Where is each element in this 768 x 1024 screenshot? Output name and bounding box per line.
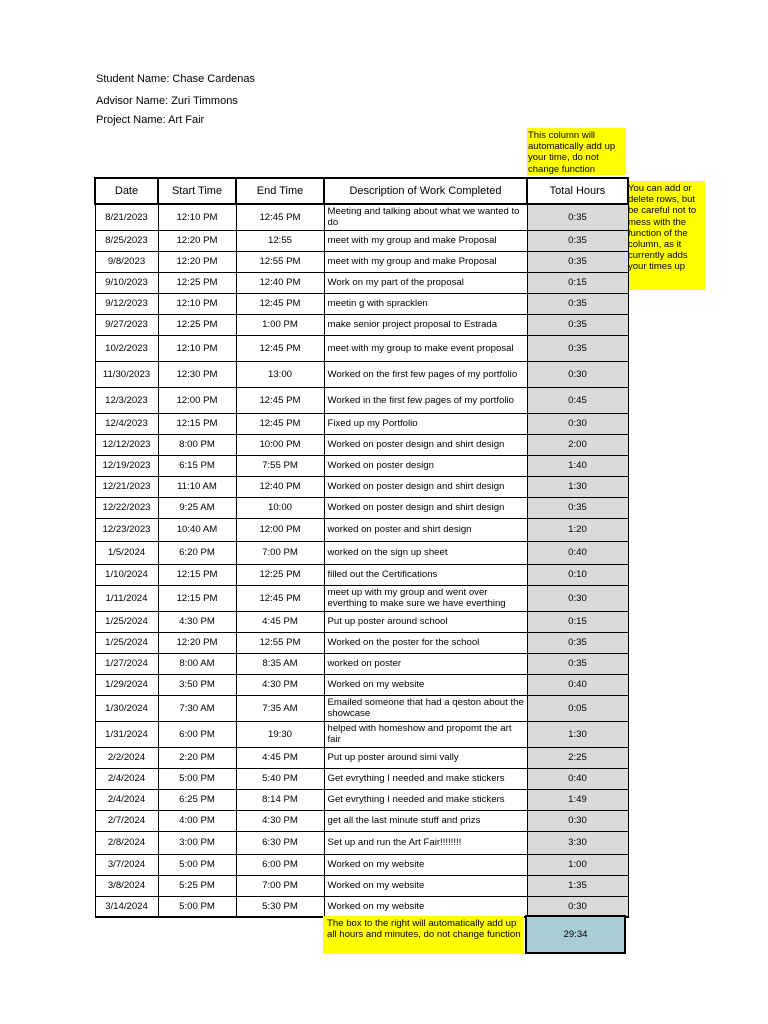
cell-start-time[interactable]: 12:20 PM bbox=[158, 251, 236, 272]
cell-start-time[interactable]: 6:25 PM bbox=[158, 789, 236, 810]
cell-total-hours[interactable]: 3:30 bbox=[527, 831, 628, 854]
cell-description[interactable]: Worked in the first few pages of my portfolio bbox=[324, 387, 527, 413]
table-row bbox=[95, 497, 628, 518]
cell-description[interactable]: Worked on poster design and shirt design bbox=[324, 434, 527, 455]
cell-description[interactable]: get all the last minute stuff and prizs bbox=[324, 810, 527, 831]
table-row bbox=[95, 541, 628, 564]
cell-date[interactable]: 1/29/2024 bbox=[95, 674, 158, 695]
cell-description[interactable]: Worked on poster design and shirt design bbox=[324, 497, 527, 518]
cell-total-hours[interactable]: 0:30 bbox=[527, 896, 628, 917]
cell-date[interactable]: 1/30/2024 bbox=[95, 695, 158, 721]
cell-description[interactable]: Worked on my website bbox=[324, 854, 527, 875]
cell-date[interactable]: 2/7/2024 bbox=[95, 810, 158, 831]
cell-total-hours[interactable]: 2:25 bbox=[527, 747, 628, 768]
cell-description[interactable]: meet up with my group and went over everthing to make sure we have everthing bbox=[324, 585, 527, 611]
table-row bbox=[95, 695, 628, 721]
cell-date[interactable]: 10/2/2023 bbox=[95, 335, 158, 361]
cell-end-time[interactable]: 8:35 AM bbox=[236, 653, 324, 674]
table-row bbox=[95, 653, 628, 674]
table-row bbox=[95, 272, 628, 293]
cell-date[interactable]: 1/11/2024 bbox=[95, 585, 158, 611]
project-name: Project Name: Art Fair bbox=[96, 114, 205, 126]
student-name: Student Name: Chase Cardenas bbox=[96, 73, 255, 85]
cell-end-time[interactable]: 12:25 PM bbox=[236, 564, 324, 585]
table-row bbox=[95, 632, 628, 653]
cell-start-time[interactable]: 6:15 PM bbox=[158, 455, 236, 476]
cell-start-time[interactable]: 9:25 AM bbox=[158, 497, 236, 518]
cell-description[interactable]: meet with my group to make event proposal bbox=[324, 335, 527, 361]
cell-description[interactable]: meetin g with spracklen bbox=[324, 293, 527, 314]
cell-start-time[interactable]: 5:00 PM bbox=[158, 896, 236, 917]
cell-end-time[interactable]: 7:55 PM bbox=[236, 455, 324, 476]
cell-date[interactable]: 3/7/2024 bbox=[95, 854, 158, 875]
cell-date[interactable]: 12/23/2023 bbox=[95, 518, 158, 541]
cell-end-time[interactable]: 19:30 bbox=[236, 721, 324, 747]
cell-end-time[interactable]: 12:55 PM bbox=[236, 251, 324, 272]
cell-description[interactable]: Worked on the first few pages of my portfolio bbox=[324, 361, 527, 387]
cell-end-time[interactable]: 12:40 PM bbox=[236, 272, 324, 293]
cell-end-time[interactable]: 4:45 PM bbox=[236, 747, 324, 768]
cell-date[interactable]: 8/21/2023 bbox=[95, 204, 158, 230]
cell-start-time[interactable]: 12:15 PM bbox=[158, 564, 236, 585]
table-row bbox=[95, 455, 628, 476]
cell-start-time[interactable]: 7:30 AM bbox=[158, 695, 236, 721]
cell-total-hours[interactable]: 0:35 bbox=[527, 251, 628, 272]
table-body bbox=[95, 204, 628, 917]
cell-start-time[interactable]: 8:00 AM bbox=[158, 653, 236, 674]
table-row bbox=[95, 204, 628, 230]
header-start-time: Start Time bbox=[158, 178, 236, 204]
cell-total-hours[interactable]: 0:30 bbox=[527, 413, 628, 434]
cell-start-time[interactable]: 8:00 PM bbox=[158, 434, 236, 455]
cell-total-hours[interactable]: 0:05 bbox=[527, 695, 628, 721]
cell-end-time[interactable]: 5:30 PM bbox=[236, 896, 324, 917]
cell-date[interactable]: 9/12/2023 bbox=[95, 293, 158, 314]
cell-start-time[interactable]: 10:40 AM bbox=[158, 518, 236, 541]
cell-description[interactable]: Put up poster around simi vally bbox=[324, 747, 527, 768]
cell-total-hours[interactable]: 0:35 bbox=[527, 293, 628, 314]
cell-end-time[interactable]: 7:35 AM bbox=[236, 695, 324, 721]
cell-description[interactable]: Get evrything I needed and make stickers bbox=[324, 768, 527, 789]
cell-end-time[interactable]: 7:00 PM bbox=[236, 541, 324, 564]
cell-date[interactable]: 2/8/2024 bbox=[95, 831, 158, 854]
table-row bbox=[95, 361, 628, 387]
cell-description[interactable]: Put up poster around school bbox=[324, 611, 527, 632]
cell-end-time[interactable]: 6:00 PM bbox=[236, 854, 324, 875]
cell-start-time[interactable]: 12:10 PM bbox=[158, 335, 236, 361]
cell-end-time[interactable]: 1:00 PM bbox=[236, 314, 324, 335]
cell-total-hours[interactable]: 1:20 bbox=[527, 518, 628, 541]
cell-description[interactable]: Worked on poster design and shirt design bbox=[324, 476, 527, 497]
table-row bbox=[95, 896, 628, 917]
cell-total-hours[interactable]: 1:30 bbox=[527, 721, 628, 747]
cell-start-time[interactable]: 2:20 PM bbox=[158, 747, 236, 768]
cell-date[interactable]: 9/27/2023 bbox=[95, 314, 158, 335]
cell-date[interactable]: 9/10/2023 bbox=[95, 272, 158, 293]
cell-description[interactable]: Worked on my website bbox=[324, 674, 527, 695]
cell-date[interactable]: 11/30/2023 bbox=[95, 361, 158, 387]
cell-end-time[interactable]: 4:30 PM bbox=[236, 810, 324, 831]
cell-description[interactable]: Worked on my website bbox=[324, 896, 527, 917]
cell-total-hours[interactable]: 0:35 bbox=[527, 497, 628, 518]
cell-start-time[interactable]: 12:15 PM bbox=[158, 413, 236, 434]
cell-start-time[interactable]: 12:25 PM bbox=[158, 314, 236, 335]
table-row bbox=[95, 230, 628, 251]
cell-description[interactable]: Get evrything I needed and make stickers bbox=[324, 789, 527, 810]
table-row bbox=[95, 476, 628, 497]
cell-end-time[interactable]: 12:45 PM bbox=[236, 293, 324, 314]
rows-note: You can add or delete rows, but be careful not to mess with the function of the column, as it currently adds your times up bbox=[627, 181, 705, 290]
total-hours-cell[interactable]: 29:34 bbox=[525, 915, 626, 954]
cell-end-time[interactable]: 12:45 PM bbox=[236, 585, 324, 611]
table-row bbox=[95, 518, 628, 541]
cell-start-time[interactable]: 4:00 PM bbox=[158, 810, 236, 831]
cell-description[interactable]: Worked on poster design bbox=[324, 455, 527, 476]
cell-total-hours[interactable]: 0:35 bbox=[527, 335, 628, 361]
table-row bbox=[95, 413, 628, 434]
table-row bbox=[95, 789, 628, 810]
table-row bbox=[95, 768, 628, 789]
cell-start-time[interactable]: 4:30 PM bbox=[158, 611, 236, 632]
column-note: This column will automatically add up your time, do not change function bbox=[527, 128, 626, 175]
cell-end-time[interactable]: 10:00 PM bbox=[236, 434, 324, 455]
table-row bbox=[95, 585, 628, 611]
cell-description[interactable]: worked on the sign up sheet bbox=[324, 541, 527, 564]
cell-end-time[interactable]: 13:00 bbox=[236, 361, 324, 387]
cell-description[interactable]: helped with homeshow and propomt the art fair bbox=[324, 721, 527, 747]
cell-end-time[interactable]: 12:45 PM bbox=[236, 413, 324, 434]
table-row bbox=[95, 747, 628, 768]
cell-end-time[interactable]: 6:30 PM bbox=[236, 831, 324, 854]
cell-description[interactable]: make senior project proposal to Estrada bbox=[324, 314, 527, 335]
table-row bbox=[95, 810, 628, 831]
cell-start-time[interactable]: 6:00 PM bbox=[158, 721, 236, 747]
cell-description[interactable]: Work on my part of the proposal bbox=[324, 272, 527, 293]
cell-date[interactable]: 8/25/2023 bbox=[95, 230, 158, 251]
header-date: Date bbox=[95, 178, 158, 204]
cell-end-time[interactable]: 12:45 PM bbox=[236, 387, 324, 413]
cell-description[interactable]: filled out the Certifications bbox=[324, 564, 527, 585]
cell-end-time[interactable]: 8:14 PM bbox=[236, 789, 324, 810]
cell-date[interactable]: 12/21/2023 bbox=[95, 476, 158, 497]
cell-total-hours[interactable]: 0:40 bbox=[527, 674, 628, 695]
table-row bbox=[95, 387, 628, 413]
cell-end-time[interactable]: 4:30 PM bbox=[236, 674, 324, 695]
cell-total-hours[interactable]: 0:40 bbox=[527, 541, 628, 564]
cell-total-hours[interactable]: 1:00 bbox=[527, 854, 628, 875]
cell-total-hours[interactable]: 0:35 bbox=[527, 653, 628, 674]
cell-description[interactable]: meet with my group and make Proposal bbox=[324, 230, 527, 251]
cell-date[interactable]: 12/22/2023 bbox=[95, 497, 158, 518]
header-description: Description of Work Completed bbox=[324, 178, 527, 204]
cell-end-time[interactable]: 12:00 PM bbox=[236, 518, 324, 541]
table-row bbox=[95, 564, 628, 585]
cell-start-time[interactable]: 3:50 PM bbox=[158, 674, 236, 695]
cell-start-time[interactable]: 11:10 AM bbox=[158, 476, 236, 497]
table-row bbox=[95, 335, 628, 361]
cell-date[interactable]: 1/25/2024 bbox=[95, 632, 158, 653]
cell-total-hours[interactable]: 0:30 bbox=[527, 361, 628, 387]
header-end-time: End Time bbox=[236, 178, 324, 204]
cell-date[interactable]: 12/3/2023 bbox=[95, 387, 158, 413]
table-row bbox=[95, 721, 628, 747]
cell-description[interactable]: Worked on my website bbox=[324, 875, 527, 896]
cell-date[interactable]: 2/4/2024 bbox=[95, 789, 158, 810]
cell-end-time[interactable]: 12:45 PM bbox=[236, 204, 324, 230]
table-row bbox=[95, 831, 628, 854]
cell-total-hours[interactable]: 0:45 bbox=[527, 387, 628, 413]
cell-total-hours[interactable]: 0:15 bbox=[527, 611, 628, 632]
cell-description[interactable]: Fixed up my Portfolio bbox=[324, 413, 527, 434]
cell-total-hours[interactable]: 0:35 bbox=[527, 314, 628, 335]
cell-total-hours[interactable]: 1:40 bbox=[527, 455, 628, 476]
cell-start-time[interactable]: 12:20 PM bbox=[158, 230, 236, 251]
cell-end-time[interactable]: 4:45 PM bbox=[236, 611, 324, 632]
cell-start-time[interactable]: 12:15 PM bbox=[158, 585, 236, 611]
cell-total-hours[interactable]: 0:10 bbox=[527, 564, 628, 585]
cell-start-time[interactable]: 5:00 PM bbox=[158, 854, 236, 875]
cell-total-hours[interactable]: 0:35 bbox=[527, 204, 628, 230]
cell-description[interactable]: Meeting and talking about what we wanted to do bbox=[324, 204, 527, 230]
cell-date[interactable]: 12/4/2023 bbox=[95, 413, 158, 434]
cell-date[interactable]: 3/14/2024 bbox=[95, 896, 158, 917]
cell-total-hours[interactable]: 1:35 bbox=[527, 875, 628, 896]
cell-start-time[interactable]: 12:00 PM bbox=[158, 387, 236, 413]
cell-date[interactable]: 3/8/2024 bbox=[95, 875, 158, 896]
cell-total-hours[interactable]: 0:35 bbox=[527, 230, 628, 251]
cell-start-time[interactable]: 12:25 PM bbox=[158, 272, 236, 293]
cell-end-time[interactable]: 12:55 PM bbox=[236, 632, 324, 653]
table-row bbox=[95, 674, 628, 695]
cell-total-hours[interactable]: 1:49 bbox=[527, 789, 628, 810]
cell-total-hours[interactable]: 0:15 bbox=[527, 272, 628, 293]
cell-start-time[interactable]: 12:10 PM bbox=[158, 204, 236, 230]
advisor-name: Advisor Name: Zuri Timmons bbox=[96, 95, 238, 107]
cell-start-time[interactable]: 12:10 PM bbox=[158, 293, 236, 314]
cell-start-time[interactable]: 5:25 PM bbox=[158, 875, 236, 896]
table-row bbox=[95, 251, 628, 272]
cell-end-time[interactable]: 7:00 PM bbox=[236, 875, 324, 896]
table-row bbox=[95, 314, 628, 335]
cell-description[interactable]: worked on poster bbox=[324, 653, 527, 674]
cell-date[interactable]: 2/2/2024 bbox=[95, 747, 158, 768]
cell-start-time[interactable]: 12:30 PM bbox=[158, 361, 236, 387]
table-row bbox=[95, 611, 628, 632]
cell-total-hours[interactable]: 0:40 bbox=[527, 768, 628, 789]
cell-date[interactable]: 12/12/2023 bbox=[95, 434, 158, 455]
table-header-row bbox=[95, 178, 628, 204]
work-log-table bbox=[94, 177, 629, 918]
cell-start-time[interactable]: 6:20 PM bbox=[158, 541, 236, 564]
cell-end-time[interactable]: 12:40 PM bbox=[236, 476, 324, 497]
table-row bbox=[95, 854, 628, 875]
cell-end-time[interactable]: 5:40 PM bbox=[236, 768, 324, 789]
cell-description[interactable]: Set up and run the Art Fair!!!!!!!! bbox=[324, 831, 527, 854]
cell-description[interactable]: Emailed someone that had a qeston about the showcase bbox=[324, 695, 527, 721]
header-total-hours: Total Hours bbox=[527, 178, 628, 204]
cell-start-time[interactable]: 5:00 PM bbox=[158, 768, 236, 789]
cell-end-time[interactable]: 10:00 bbox=[236, 497, 324, 518]
cell-total-hours[interactable]: 1:30 bbox=[527, 476, 628, 497]
table-row bbox=[95, 875, 628, 896]
cell-start-time[interactable]: 12:20 PM bbox=[158, 632, 236, 653]
cell-description[interactable]: worked on poster and shirt design bbox=[324, 518, 527, 541]
cell-description[interactable]: meet with my group and make Proposal bbox=[324, 251, 527, 272]
cell-start-time[interactable]: 3:00 PM bbox=[158, 831, 236, 854]
cell-date[interactable]: 9/8/2023 bbox=[95, 251, 158, 272]
table-row bbox=[95, 434, 628, 455]
cell-date[interactable]: 1/27/2024 bbox=[95, 653, 158, 674]
cell-date[interactable]: 1/10/2024 bbox=[95, 564, 158, 585]
cell-date[interactable]: 1/31/2024 bbox=[95, 721, 158, 747]
table-row bbox=[95, 293, 628, 314]
cell-total-hours[interactable]: 2:00 bbox=[527, 434, 628, 455]
cell-total-hours[interactable]: 0:35 bbox=[527, 632, 628, 653]
total-note: The box to the right will automatically add up all hours and minutes, do not change function bbox=[323, 916, 524, 954]
cell-date[interactable]: 2/4/2024 bbox=[95, 768, 158, 789]
cell-end-time[interactable]: 12:45 PM bbox=[236, 335, 324, 361]
cell-date[interactable]: 1/25/2024 bbox=[95, 611, 158, 632]
cell-date[interactable]: 12/19/2023 bbox=[95, 455, 158, 476]
cell-description[interactable]: Worked on the poster for the school bbox=[324, 632, 527, 653]
cell-end-time[interactable]: 12:55 bbox=[236, 230, 324, 251]
cell-total-hours[interactable]: 0:30 bbox=[527, 585, 628, 611]
cell-date[interactable]: 1/5/2024 bbox=[95, 541, 158, 564]
cell-total-hours[interactable]: 0:30 bbox=[527, 810, 628, 831]
